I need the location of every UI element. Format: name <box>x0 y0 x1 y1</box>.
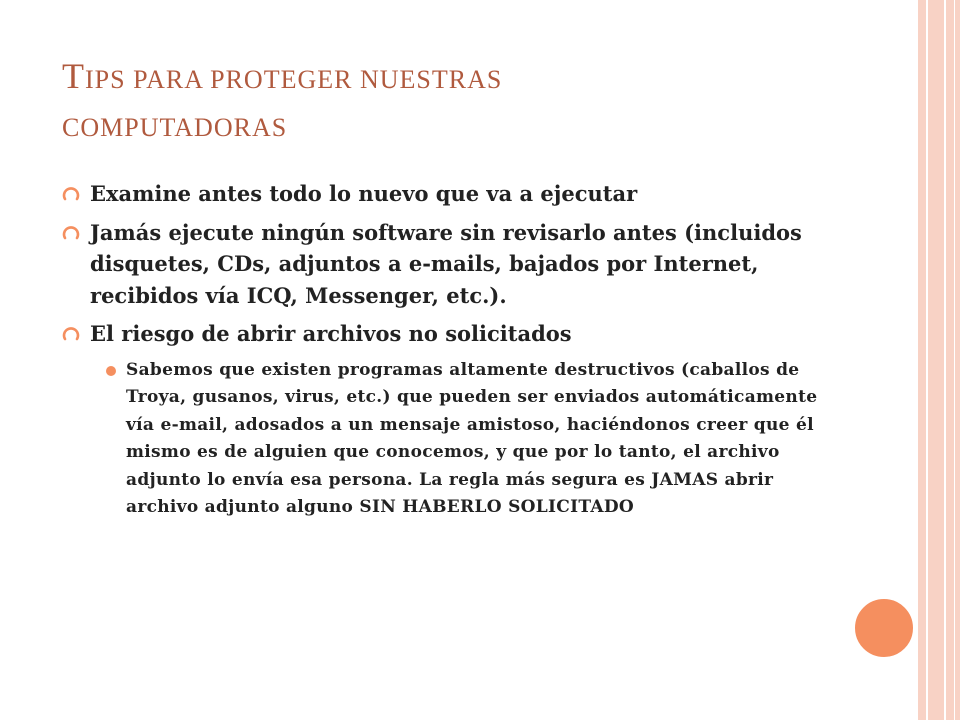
bullet-text: Jamás ejecute ningún software sin revisarlo antes (incluidos disquetes, CDs, adjuntos a e-mails, bajados por Internet, recibidos vía ICQ, Messenger, etc.). <box>90 219 802 308</box>
bullet-item <box>62 318 822 350</box>
bullet-text: Examine antes todo lo nuevo que va a ejecutar <box>90 181 638 206</box>
curved-arc-bullet-icon <box>62 183 80 201</box>
bullet-item <box>62 178 822 210</box>
stripe-divider <box>954 0 955 720</box>
slide-content <box>62 178 822 522</box>
stripe-divider <box>926 0 928 720</box>
title-line1: IPS PARA PROTEGER NUESTRAS <box>85 65 503 94</box>
slide-title <box>62 52 842 152</box>
stripe-divider <box>944 0 946 720</box>
title-first-letter: T <box>62 56 85 96</box>
sub-bullet-text: Sabemos que existen programas altamente destructivos (caballos de Troya, gusanos, virus, etc.) que pueden ser enviados automáticamente vía e-mail, adosados a un mensaje amistoso, haciéndonos creer que él mismo es de alguien que conocemos, y que por lo tanto, el archivo adjunto lo envía esa persona. La regla más segura es JAMAS abrir archivo adjunto alguno SIN HABERLO SOLICITADO <box>126 359 818 517</box>
sub-bullet-item <box>62 357 822 522</box>
curved-arc-bullet-icon <box>62 222 80 240</box>
title-line2: COMPUTADORAS <box>62 113 288 142</box>
bullet-item <box>62 217 822 312</box>
orange-circle-decoration <box>852 596 916 660</box>
bullet-text: El riesgo de abrir archivos no solicitados <box>90 321 572 346</box>
filled-circle-bullet-icon <box>106 366 116 376</box>
curved-arc-bullet-icon <box>62 323 80 341</box>
